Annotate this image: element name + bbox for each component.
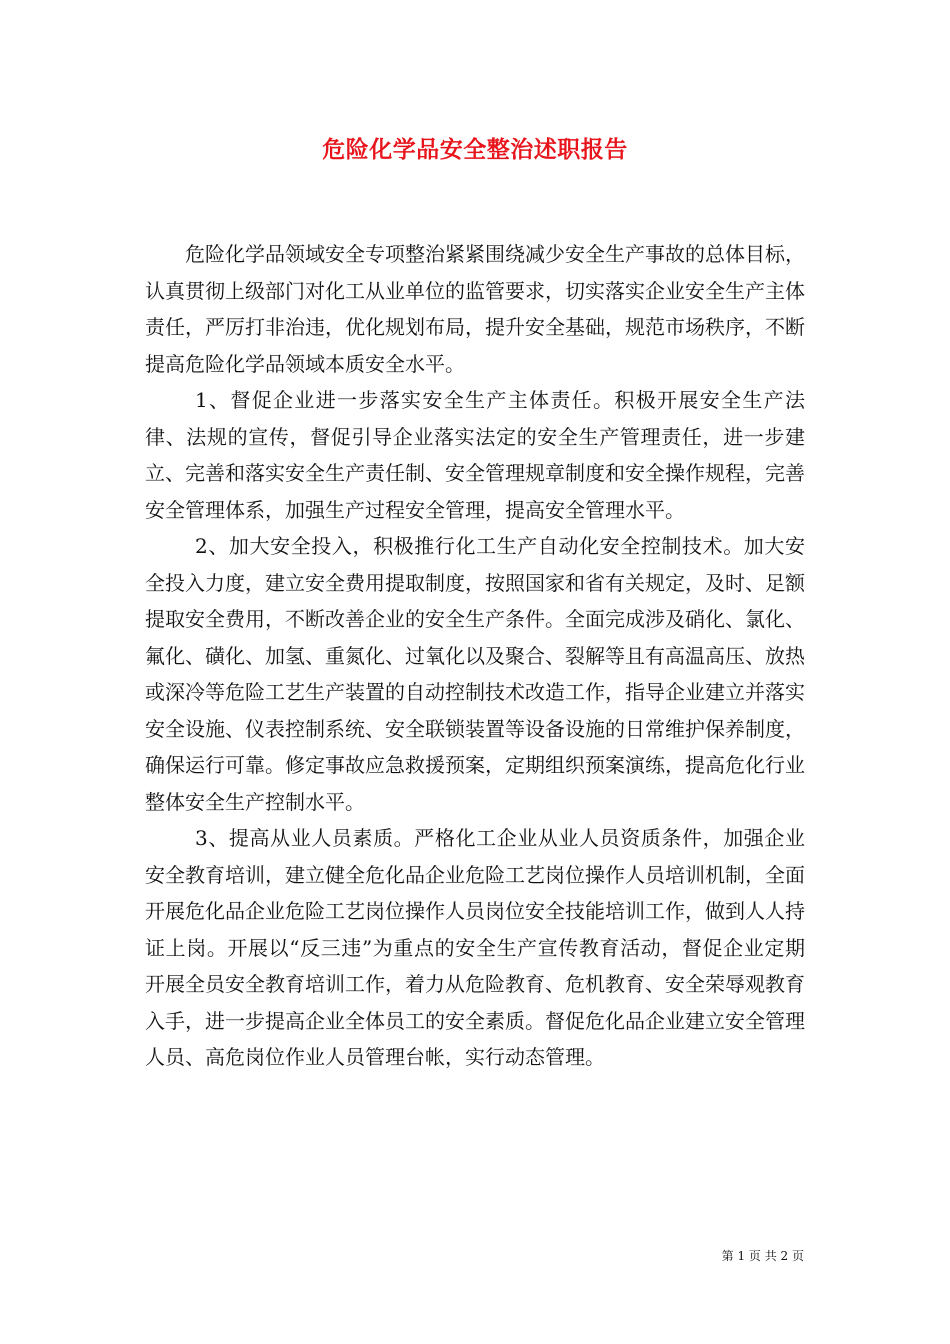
page-number-footer: 第 1 页 共 2 页 (721, 1249, 804, 1263)
document-title: 危险化学品安全整治述职报告 (322, 136, 628, 163)
item-1-paragraph: 1、督促企业进一步落实安全生产主体责任。积极开展安全生产法律、法规的宣传，督促引导企业落实法定的安全生产管理责任，进一步建立、完善和落实安全生产责任制、安全管理规章制度和安全操作规程，完善安全管理体系，加强生产过程安全管理，提高安全管理水平。 (145, 388, 805, 522)
intro-paragraph: 危险化学品领域安全专项整治紧紧围绕减少安全生产事故的总体目标，认真贯彻上级部门对化工从业单位的监管要求，切实落实企业安全生产主体责任，严厉打非治违，优化规划布局，提升安全基础，规范市场秩序，不断提高危险化学品领域本质安全水平。 (145, 242, 805, 376)
document-body (145, 236, 805, 1076)
item-2-paragraph: 2、加大安全投入，积极推行化工生产自动化安全控制技术。加大安全投入力度，建立安全费用提取制度，按照国家和省有关规定，及时、足额提取安全费用，不断改善企业的安全生产条件。全面完成涉及硝化、氯化、氟化、磺化、加氢、重氮化、过氧化以及聚合、裂解等且有高温高压、放热或深冷等危险工艺生产装置的自动控制技术改造工作，指导企业建立并落实安全设施、仪表控制系统、安全联锁装置等设备设施的日常维护保养制度，确保运行可靠。修定事故应急救援预案，定期组织预案演练，提高危化行业整体安全生产控制水平。 (145, 534, 805, 814)
item-3-paragraph: 3、提高从业人员素质。严格化工企业从业人员资质条件，加强企业安全教育培训，建立健全危化品企业危险工艺岗位操作人员培训机制，全面开展危化品企业危险工艺岗位操作人员岗位安全技能培训工作，做到人人持证上岗。开展以“反三违”为重点的安全生产宣传教育活动，督促企业定期开展全员安全教育培训工作，着力从危险教育、危机教育、安全荣辱观教育入手，进一步提高企业全体员工的安全素质。督促危化品企业建立安全管理人员、高危岗位作业人员管理台帐，实行动态管理。 (145, 826, 805, 1069)
